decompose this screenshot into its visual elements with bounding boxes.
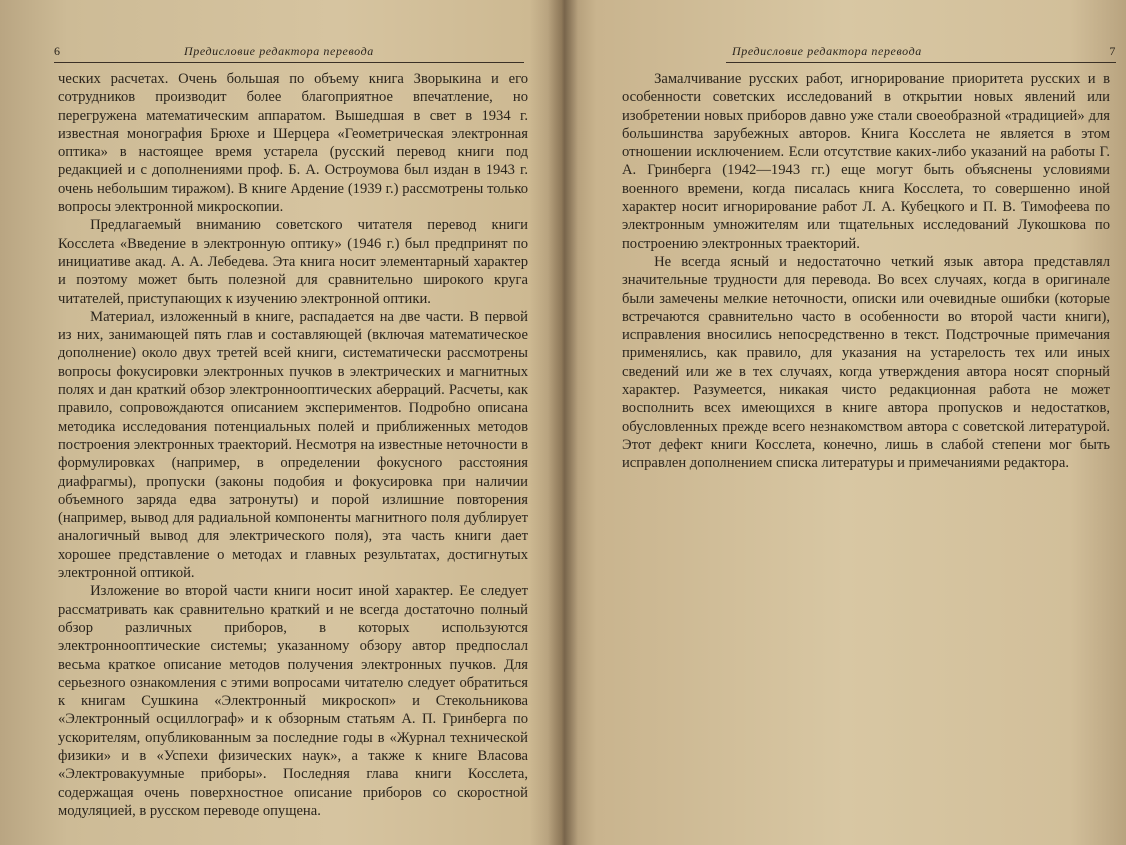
left-page-body	[58, 70, 528, 820]
right-page	[566, 0, 1126, 845]
left-running-title: Предисловие редактора перевода	[184, 44, 374, 58]
right-page-number: 7	[1109, 44, 1116, 58]
left-page-header	[54, 44, 524, 63]
left-paragraph-2: Предлагаемый вниманию советского читателя перевод книги Косслета «Введение в электронную оптику» (1946 г.) был предпринят по инициативе акад. А. А. Лебедева. Эта книга носит элементарный характер и поэтому может быть полезной для сравнительно широкого круга читателей, приступающих к изучению электронной оптики.	[58, 217, 528, 307]
left-paragraph-3: Материал, изложенный в книге, распадается на две части. В первой из них, занимающей пять глав и составляющей (включая математическое дополнение) около двух третей всей книги, систематически рассмотрены вопросы фокусировки электронных пучков в электрических и магнитных полях и дан краткий обзор электроннооптических аберраций. Расчеты, как правило, сопровождаются описанием экспериментов. Подробно описана методика исследования потенциальных полей и приближенных методов построения электронных траекторий. Несмотря на известные неточности в формулировках (например, в определении фокусного расстояния диафрагмы), пропуски (законы подобия и фокусировка при наличии объемного заряда едва затронуты) и порой излишние повторения (например, вывод для радиальной компоненты магнитного поля дублирует аналогичный вывод для электрического поля), эта часть книги дает хорошее представление о методах и главных результатах, достигнутых электронной оптикой.	[58, 308, 528, 582]
right-running-title: Предисловие редактора перевода	[732, 44, 922, 58]
left-page	[0, 0, 560, 845]
right-paragraph-2: Не всегда ясный и недостаточно четкий язык автора представлял значительные трудности для перевода. Во всех случаях, когда в оригинале были замечены мелкие неточности, описки или очевидные ошибки (которые встречаются сравнительно часто в особенности во второй части книги), исправления вносились непосредственно в текст. Подстрочные примечания применялись, как правило, для указания на устарелость тех или иных сведений или же в тех случаях, когда утверждения автора носят спорный характер. Разумеется, никакая чисто редакционная работа не может восполнить всех имеющихся в книге автора пропусков и недостатков, обусловленных прежде всего незнакомством автора с советской литературой. Этот дефект книги Косслета, конечно, лишь в слабой степени мог быть исправлен дополнением списка литературы и примечаниями редактора.	[622, 253, 1110, 472]
right-page-body	[622, 70, 1110, 473]
right-paragraph-1: Замалчивание русских работ, игнорирование приоритета русских и в особенности советских исследований в открытии новых явлений или изобретении новых приборов давно уже стали своеобразной «традицией» для большинства зарубежных авторов. Книга Косслета не является в этом отношении исключением. Если отсутствие каких-либо указаний на работы Г. А. Гринберга (1942—1943 гг.) еще могут быть объяснены условиями военного времени, когда писалась книга Косслета, то совершенно иной характер носит игнорирование работ Л. А. Кубецкого и П. В. Тимофеева по электронным умножителям или тщательных исследований Лукошкова по построению электронных траекторий.	[622, 71, 1110, 252]
left-paragraph-4: Изложение во второй части книги носит иной характер. Ее следует рассматривать как сравнительно краткий и не всегда достаточно полный обзор различных приборов, в которых используются электроннооптические системы; указанному обзору автор предпослал весьма краткое описание методов получения электронных пучков. Для серьезного ознакомления с этими вопросами читателю следует обратиться к книгам Сушкина «Электронный микроскоп» и Стекольникова «Электронный осциллограф» и к обзорным статьям А. П. Гринберга по ускорителям, опубликованным за последние годы в «Журнал технической физики» и в «Успехи физических наук», а также к книге Власова «Электровакуумные приборы». Последняя глава книги Косслета, содержащая очень поверхностное описание приборов со скоростной модуляцией, в русском переводе опущена.	[58, 583, 528, 819]
left-page-number: 6	[54, 44, 61, 58]
right-page-header	[726, 44, 1116, 63]
left-paragraph-1: ческих расчетах. Очень большая по объему книга Зворыкина и его сотрудников производит более благоприятное впечатление, но перегружена математическим аппаратом. Вышедшая в свет в 1934 г. известная монография Брюхе и Шерцера «Геометрическая электронная оптика» в настоящее время устарела (русский перевод книги под редакцией и с дополнениями проф. Б. А. Остроумова был издан в 1943 г. очень небольшим тиражом). В книге Ардение (1939 г.) рассмотрены только вопросы электронной микроскопии.	[58, 71, 528, 216]
